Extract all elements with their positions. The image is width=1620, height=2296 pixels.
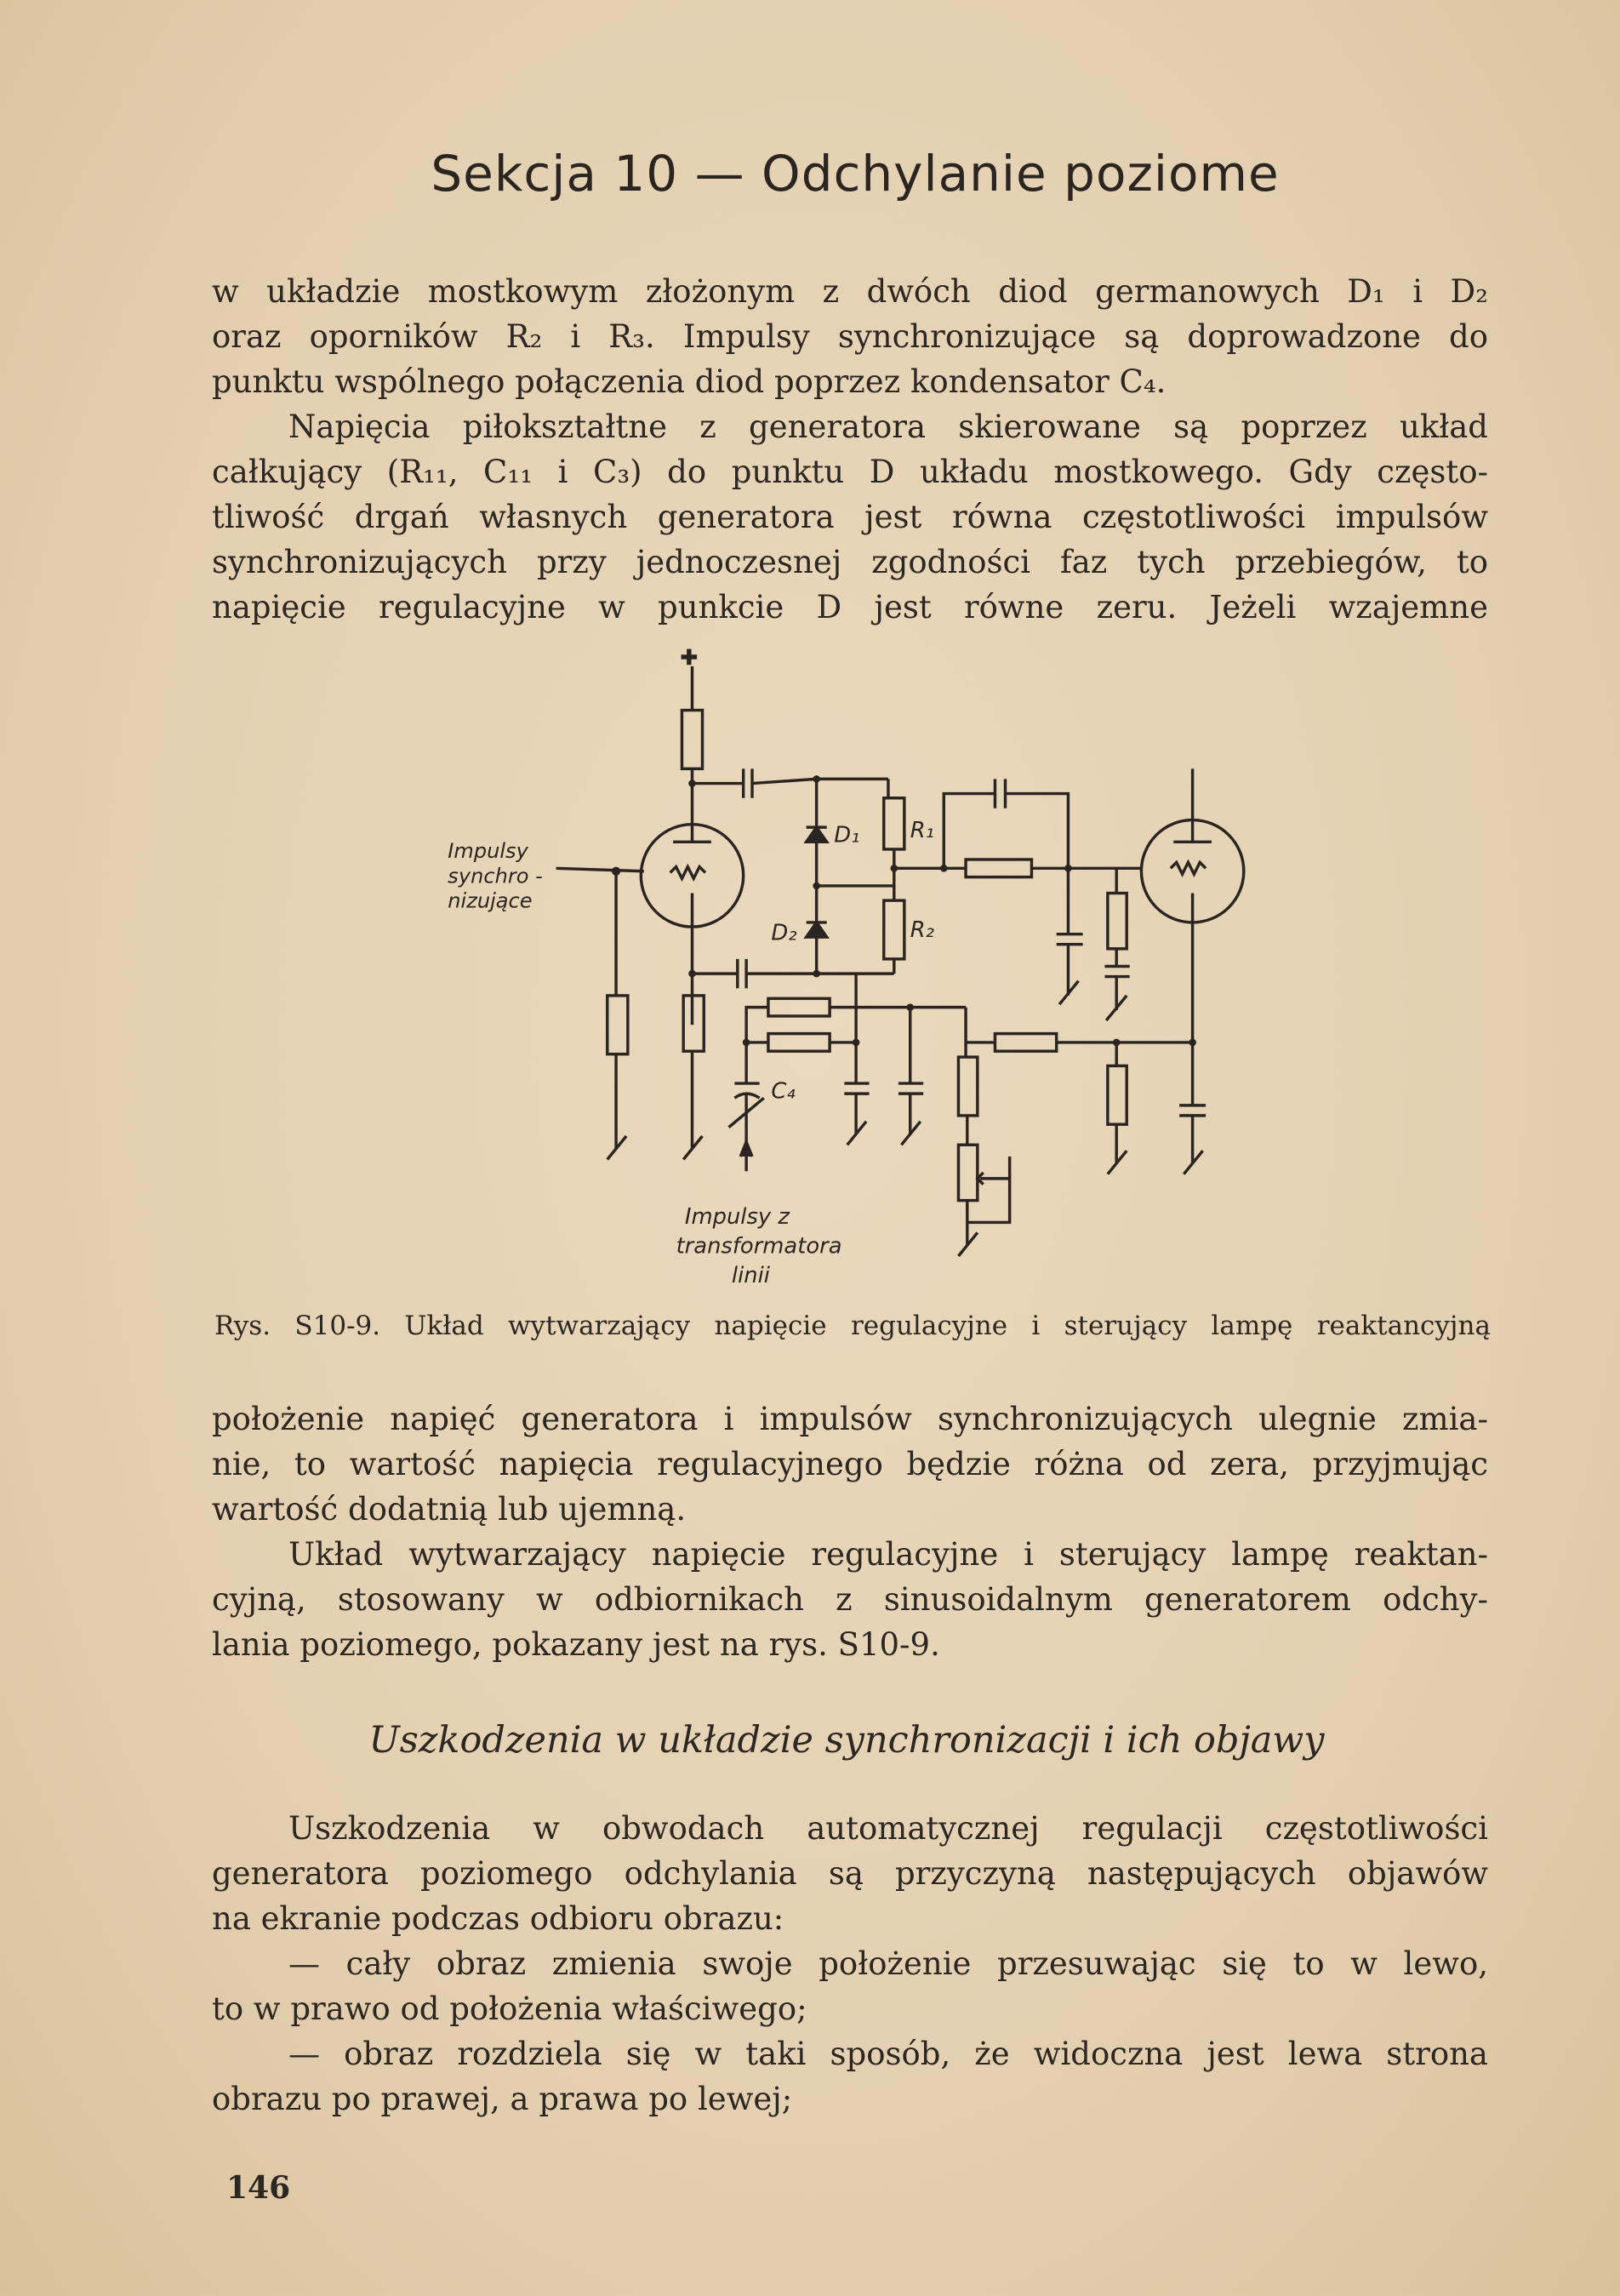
list-item-line: — obraz rozdziela się w taki sposób, że widoczna jest lewa strona	[288, 2036, 1488, 2072]
paragraph-3	[212, 1396, 1488, 1667]
input-label-2: synchro -	[448, 864, 543, 888]
text-line: cyjną, stosowany w odbiornikach z sinusoidalnym generatorem odchy-	[212, 1581, 1488, 1618]
bottom-label-1: Impulsy z	[684, 1204, 790, 1231]
text-line: oraz oporników R₂ i R₃. Impulsy synchronizujące są doprowadzone do	[212, 318, 1488, 355]
text-line: generatora poziomego odchylania są przyczyną następujących objawów	[212, 1855, 1488, 1892]
label-r1: R₁	[910, 818, 934, 844]
input-label-3: nizujące	[448, 888, 533, 913]
list-item-line: to w prawo od położenia właściwego;	[212, 1990, 807, 2027]
bottom-label-2: transformatora	[676, 1233, 842, 1259]
text-line: Układ wytwarzający napięcie regulacyjne i sterujący lampę reaktan-	[288, 1536, 1488, 1573]
page-title: Sekcja 10 — Odchylanie poziome	[431, 145, 1280, 203]
bottom-label-3: linii	[731, 1262, 770, 1288]
label-d1: D₁	[834, 822, 860, 848]
figure-caption: Rys. S10-9. Układ wytwarzający napięcie regulacyjne i sterujący lampę reaktancyjną	[214, 1311, 1491, 1341]
text-line: synchronizujących przy jednoczesnej zgodności faz tych przebiegów, to	[212, 544, 1488, 580]
page-number: 146	[226, 2170, 291, 2206]
text-line: napięcie regulacyjne w punkcie D jest równe zeru. Jeżeli wzajemne	[212, 589, 1488, 625]
text-line: w układzie mostkowym złożonym z dwóch diod germanowych D₁ i D₂	[212, 273, 1488, 310]
text-line: punktu wspólnego połączenia diod poprzez kondensator C₄.	[212, 363, 1167, 400]
label-c4: C₄	[771, 1078, 796, 1105]
label-r2: R₂	[910, 917, 934, 944]
text-line: Napięcia piłokształtne z generatora skierowane są poprzez układ	[288, 408, 1488, 445]
paragraph-5	[212, 1806, 1488, 2122]
text-line: tliwość drgań własnych generatora jest równa częstotliwości impulsów	[212, 499, 1488, 535]
plus-label: +	[680, 644, 698, 669]
list-item-line: obrazu po prawej, a prawa po lewej;	[212, 2081, 793, 2117]
circuit-diagram	[439, 644, 1258, 1288]
label-d2: D₂	[771, 920, 797, 946]
text-line: nie, to wartość napięcia regulacyjnego będzie różna od zera, przyjmując	[212, 1446, 1488, 1482]
text-line: lania poziomego, pokazany jest na rys. S10-9.	[212, 1626, 940, 1663]
text-line: Uszkodzenia w obwodach automatycznej regulacji częstotliwości	[288, 1810, 1488, 1847]
paragraph-1	[212, 269, 1488, 630]
section-heading: Uszkodzenia w układzie synchronizacji i ich objawy	[368, 1719, 1325, 1762]
text-line: położenie napięć generatora i impulsów synchronizujących ulegnie zmia-	[212, 1401, 1488, 1437]
text-line: na ekranie podczas odbioru obrazu:	[212, 1900, 784, 1937]
text-line: wartość dodatnią lub ujemną.	[212, 1491, 687, 1528]
input-label-1: Impulsy	[448, 839, 528, 864]
text-line: całkujący (R₁₁, C₁₁ i C₃) do punktu D układu mostkowego. Gdy często-	[212, 454, 1488, 490]
list-item-line: — cały obraz zmienia swoje położenie przesuwając się to w lewo,	[288, 1945, 1488, 1982]
